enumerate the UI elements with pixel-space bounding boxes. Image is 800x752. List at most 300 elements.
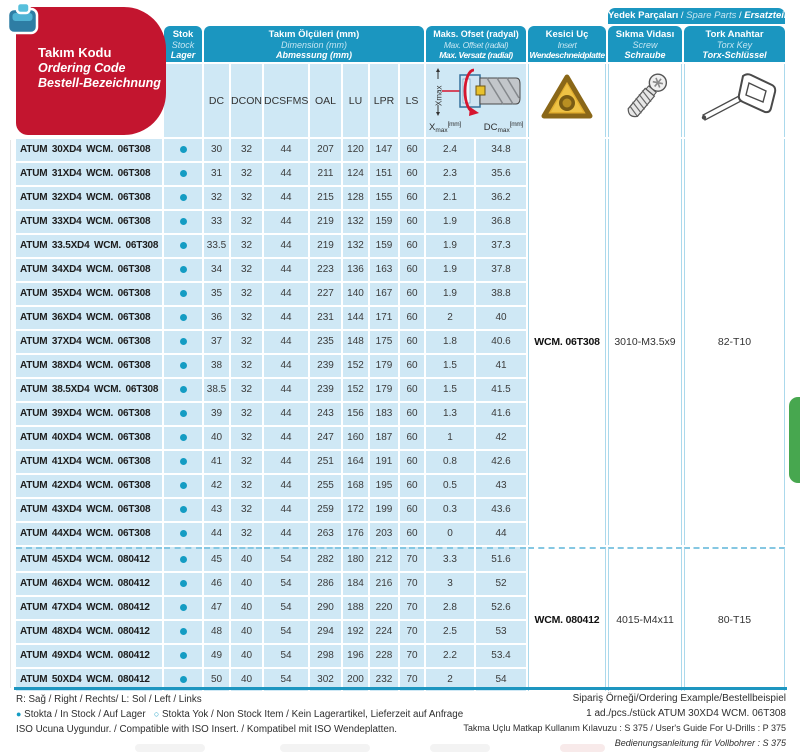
dim-value-cell: 2.5 xyxy=(426,621,474,643)
dim-value-cell: 50 xyxy=(204,669,229,691)
stock-cell xyxy=(164,379,202,401)
dim-value-cell: 1.3 xyxy=(426,403,474,425)
insert-image-cell xyxy=(528,64,606,137)
torx-header: Tork Anahtar Torx Key Torx-Schlüssel xyxy=(684,26,785,62)
dim-value-cell: 243 xyxy=(310,403,341,425)
dim-value-cell: 136 xyxy=(343,259,368,281)
dim-value-cell: 35.6 xyxy=(476,163,526,185)
dim-value-cell: 140 xyxy=(343,283,368,305)
stock-cell xyxy=(164,547,202,571)
dim-value-cell: 239 xyxy=(310,355,341,377)
screw-icon xyxy=(614,69,676,127)
spare-parts-label-de: Ersatzteile xyxy=(744,10,792,21)
dim-value-cell: 44 xyxy=(264,187,308,209)
dim-value-cell: 0.8 xyxy=(426,451,474,473)
col-dcsfms: DCSFMS xyxy=(264,64,308,137)
dim-value-cell: 38.5 xyxy=(204,379,229,401)
dim-value-cell: 212 xyxy=(370,547,398,571)
tool-code-cell: ATUM 39XD4 WCM. 06T308 xyxy=(16,403,162,425)
ordering-code-title-tr: Takım Kodu xyxy=(38,45,112,60)
dim-value-cell: 70 xyxy=(400,573,424,595)
dim-value-cell: 219 xyxy=(310,235,341,257)
in-stock-dot xyxy=(180,652,187,659)
spare-parts-header: Yedek Parçaları / Spare Parts / Ersatzteile xyxy=(608,8,785,24)
dim-value-cell: 32 xyxy=(231,187,262,209)
dim-value-cell: 60 xyxy=(400,451,424,473)
dim-value-cell: 44 xyxy=(264,523,308,545)
dim-value-cell: 132 xyxy=(343,211,368,233)
tool-code-cell: ATUM 33XD4 WCM. 06T308 xyxy=(16,211,162,233)
col-lpr: LPR xyxy=(370,64,398,137)
tool-code-cell: ATUM 33.5XD4 WCM. 06T308 xyxy=(16,235,162,257)
dim-value-cell: 219 xyxy=(310,211,341,233)
in-stock-dot xyxy=(180,410,187,417)
dim-value-cell: 175 xyxy=(370,331,398,353)
dim-value-cell: 151 xyxy=(370,163,398,185)
dim-value-cell: 54 xyxy=(264,645,308,667)
in-stock-dot xyxy=(180,434,187,441)
dim-value-cell: 32 xyxy=(231,499,262,521)
dim-value-cell: 239 xyxy=(310,379,341,401)
dim-value-cell: 42 xyxy=(476,427,526,449)
dim-value-cell: 41 xyxy=(204,451,229,473)
in-stock-dot xyxy=(180,580,187,587)
in-stock-dot xyxy=(180,314,187,321)
insert-trigon-icon xyxy=(540,73,594,123)
ordering-example-value: 1 ad./pcs./stück ATUM 30XD4 WCM. 06T308 xyxy=(586,707,786,719)
tool-code-cell: ATUM 45XD4 WCM. 080412 xyxy=(16,547,162,571)
insert-code-cell: WCM. 080412 xyxy=(528,547,606,691)
dim-value-cell: 38 xyxy=(204,355,229,377)
screw-header: Sıkma Vidası Screw Schraube xyxy=(608,26,682,62)
dim-value-cell: 60 xyxy=(400,403,424,425)
rotation-diagram-icon xyxy=(429,66,523,116)
dim-value-cell: 160 xyxy=(343,427,368,449)
stock-cell xyxy=(164,235,202,257)
dim-value-cell: 1 xyxy=(426,427,474,449)
dim-value-cell: 32 xyxy=(231,283,262,305)
dim-value-cell: 60 xyxy=(400,163,424,185)
dim-value-cell: 33.5 xyxy=(204,235,229,257)
dim-value-cell: 53 xyxy=(476,621,526,643)
dim-value-cell: 54 xyxy=(264,621,308,643)
stock-cell xyxy=(164,139,202,161)
stock-cell xyxy=(164,621,202,643)
dim-value-cell: 54 xyxy=(264,669,308,691)
tool-code-cell: ATUM 41XD4 WCM. 06T308 xyxy=(16,451,162,473)
dim-value-cell: 232 xyxy=(370,669,398,691)
dim-value-cell: 54 xyxy=(264,597,308,619)
dim-value-cell: 32 xyxy=(231,451,262,473)
dim-value-cell: 1.9 xyxy=(426,259,474,281)
page-side-tab xyxy=(789,397,800,483)
dim-value-cell: 192 xyxy=(343,621,368,643)
dim-value-cell: 36.8 xyxy=(476,211,526,233)
dim-value-cell: 47 xyxy=(204,597,229,619)
dim-value-cell: 52.6 xyxy=(476,597,526,619)
footer-ordering-example xyxy=(463,692,786,750)
dim-value-cell: 1.8 xyxy=(426,331,474,353)
stock-cell xyxy=(164,259,202,281)
tool-code-cell: ATUM 34XD4 WCM. 06T308 xyxy=(16,259,162,281)
in-stock-dot: ● xyxy=(16,709,22,719)
tool-code-cell: ATUM 48XD4 WCM. 080412 xyxy=(16,621,162,643)
dim-value-cell: 167 xyxy=(370,283,398,305)
col-oal: OAL xyxy=(310,64,341,137)
dim-value-cell: 40.6 xyxy=(476,331,526,353)
dim-value-cell: 31 xyxy=(204,163,229,185)
dim-value-cell: 152 xyxy=(343,355,368,377)
table-row xyxy=(16,139,785,161)
dim-value-cell: 30 xyxy=(204,139,229,161)
dim-value-cell: 32 xyxy=(231,475,262,497)
dim-value-cell: 44 xyxy=(264,283,308,305)
stock-cell xyxy=(164,355,202,377)
dim-value-cell: 60 xyxy=(400,427,424,449)
stock-cell xyxy=(164,573,202,595)
dim-value-cell: 43.6 xyxy=(476,499,526,521)
dim-value-cell: 42 xyxy=(204,475,229,497)
dim-value-cell: 220 xyxy=(370,597,398,619)
dim-value-cell: 39 xyxy=(204,403,229,425)
tool-code-cell: ATUM 38.5XD4 WCM. 06T308 xyxy=(16,379,162,401)
dim-value-cell: 235 xyxy=(310,331,341,353)
offset-diagram-cell xyxy=(426,64,526,137)
in-stock-dot xyxy=(180,146,187,153)
dim-value-cell: 147 xyxy=(370,139,398,161)
dim-value-cell: 200 xyxy=(343,669,368,691)
spare-parts-label-en: Spare Parts xyxy=(686,10,737,21)
dim-value-cell: 255 xyxy=(310,475,341,497)
dim-value-cell: 183 xyxy=(370,403,398,425)
dim-value-cell: 60 xyxy=(400,283,424,305)
dim-value-cell: 32 xyxy=(231,259,262,281)
stock-cell xyxy=(164,307,202,329)
dim-value-cell: 1.5 xyxy=(426,355,474,377)
page-cutoff-artifact xyxy=(560,744,605,752)
dim-value-cell: 44 xyxy=(264,355,308,377)
tool-code-cell: ATUM 36XD4 WCM. 06T308 xyxy=(16,307,162,329)
legend-iso: ISO Ucuna Uygundur. / Compatible with ISO Insert. / Kompatibel mit ISO Wendeplatten. xyxy=(16,724,397,735)
dim-value-cell: 195 xyxy=(370,475,398,497)
stock-cell xyxy=(164,499,202,521)
insert-code-cell: WCM. 06T308 xyxy=(528,139,606,545)
dim-value-cell: 40 xyxy=(231,573,262,595)
dim-value-cell: 60 xyxy=(400,523,424,545)
dim-value-cell: 180 xyxy=(343,547,368,571)
dim-value-cell: 44 xyxy=(264,451,308,473)
dim-value-cell: 54 xyxy=(264,573,308,595)
dim-value-cell: 54 xyxy=(264,547,308,571)
dim-value-cell: 40 xyxy=(231,669,262,691)
dim-value-cell: 0 xyxy=(426,523,474,545)
dim-value-cell: 70 xyxy=(400,547,424,571)
dim-value-cell: 2 xyxy=(426,669,474,691)
in-stock-dot xyxy=(180,628,187,635)
dim-value-cell: 32 xyxy=(231,523,262,545)
dim-value-cell: 32 xyxy=(231,355,262,377)
dim-value-cell: 199 xyxy=(370,499,398,521)
dim-value-cell: 44 xyxy=(264,163,308,185)
ordering-code-title-de: Bestell-Bezeichnung xyxy=(38,76,161,90)
in-stock-dot xyxy=(180,218,187,225)
dim-value-cell: 259 xyxy=(310,499,341,521)
dim-value-cell: 70 xyxy=(400,621,424,643)
dim-value-cell: 45 xyxy=(204,547,229,571)
dim-value-cell: 159 xyxy=(370,235,398,257)
in-stock-dot xyxy=(180,242,187,249)
clipboard-icon xyxy=(5,1,41,40)
dim-value-cell: 251 xyxy=(310,451,341,473)
tool-code-cell: ATUM 47XD4 WCM. 080412 xyxy=(16,597,162,619)
dim-value-cell: 227 xyxy=(310,283,341,305)
dim-value-cell: 211 xyxy=(310,163,341,185)
dim-value-cell: 163 xyxy=(370,259,398,281)
dim-value-cell: 40 xyxy=(231,645,262,667)
stock-cell xyxy=(164,403,202,425)
in-stock-dot xyxy=(180,338,187,345)
dim-value-cell: 40 xyxy=(476,307,526,329)
tool-code-cell: ATUM 38XD4 WCM. 06T308 xyxy=(16,355,162,377)
dimensions-header: Takım Ölçüleri (mm) Dimension (mm) Abmessung (mm) xyxy=(204,26,424,62)
dim-value-cell: 44 xyxy=(264,211,308,233)
dim-value-cell: 40 xyxy=(204,427,229,449)
dim-value-cell: 60 xyxy=(400,307,424,329)
tool-code-cell: ATUM 43XD4 WCM. 06T308 xyxy=(16,499,162,521)
dim-value-cell: 44 xyxy=(476,523,526,545)
dim-value-cell: 53.4 xyxy=(476,645,526,667)
dim-value-cell: 152 xyxy=(343,379,368,401)
stock-cell xyxy=(164,523,202,545)
dim-value-cell: 43 xyxy=(476,475,526,497)
dim-value-cell: 159 xyxy=(370,211,398,233)
screw-code-cell: 3010-M3.5x9 xyxy=(608,139,682,545)
dim-value-cell: 41.5 xyxy=(476,379,526,401)
non-stock-dot: ○ xyxy=(153,709,160,719)
dim-value-cell: 43 xyxy=(204,499,229,521)
dim-value-cell: 294 xyxy=(310,621,341,643)
dim-value-cell: 120 xyxy=(343,139,368,161)
tool-code-cell: ATUM 46XD4 WCM. 080412 xyxy=(16,573,162,595)
dim-value-cell: 44 xyxy=(264,259,308,281)
dim-value-cell: 40 xyxy=(231,547,262,571)
dim-value-cell: 40 xyxy=(231,621,262,643)
dim-value-cell: 32 xyxy=(231,163,262,185)
screw-image-cell xyxy=(608,64,682,137)
dim-value-cell: 2.4 xyxy=(426,139,474,161)
dim-value-cell: 60 xyxy=(400,187,424,209)
in-stock-dot xyxy=(180,530,187,537)
stock-cell xyxy=(164,451,202,473)
tool-code-cell: ATUM 30XD4 WCM. 06T308 xyxy=(16,139,162,161)
torx-code-cell: 80-T15 xyxy=(684,547,785,691)
dim-value-cell: 40 xyxy=(231,597,262,619)
dim-value-cell: 44 xyxy=(264,499,308,521)
dim-value-cell: 41 xyxy=(476,355,526,377)
dim-value-cell: 0.3 xyxy=(426,499,474,521)
dim-value-cell: 36.2 xyxy=(476,187,526,209)
dim-value-cell: 35 xyxy=(204,283,229,305)
in-stock-dot xyxy=(180,194,187,201)
dim-value-cell: 32 xyxy=(231,379,262,401)
in-stock-dot xyxy=(180,506,187,513)
dim-value-cell: 191 xyxy=(370,451,398,473)
dim-value-cell: 228 xyxy=(370,645,398,667)
dim-value-cell: 51.6 xyxy=(476,547,526,571)
in-stock-dot xyxy=(180,482,187,489)
dim-value-cell: 37 xyxy=(204,331,229,353)
dim-value-cell: 44 xyxy=(204,523,229,545)
page-edge-line xyxy=(10,140,11,688)
dim-value-cell: 44 xyxy=(264,139,308,161)
dim-value-cell: 44 xyxy=(264,331,308,353)
dim-value-cell: 1.9 xyxy=(426,211,474,233)
tool-code-cell: ATUM 32XD4 WCM. 06T308 xyxy=(16,187,162,209)
dim-value-cell: 70 xyxy=(400,669,424,691)
users-guide-note: Takma Uçlu Matkap Kullanım Kılavuzu : S 375 / User's Guide For U-Drills : P 375 xyxy=(463,723,786,733)
tool-code-cell: ATUM 49XD4 WCM. 080412 xyxy=(16,645,162,667)
tool-code-cell: ATUM 44XD4 WCM. 06T308 xyxy=(16,523,162,545)
dim-value-cell: 155 xyxy=(370,187,398,209)
dim-value-cell: 60 xyxy=(400,355,424,377)
dim-value-cell: 224 xyxy=(370,621,398,643)
tool-code-cell: ATUM 37XD4 WCM. 06T308 xyxy=(16,331,162,353)
in-stock-dot xyxy=(180,458,187,465)
screw-code-cell: 4015-M4x11 xyxy=(608,547,682,691)
dim-value-cell: 2.2 xyxy=(426,645,474,667)
tool-code-cell: ATUM 40XD4 WCM. 06T308 xyxy=(16,427,162,449)
dim-value-cell: 44 xyxy=(264,475,308,497)
dim-value-cell: 0.5 xyxy=(426,475,474,497)
dim-value-cell: 60 xyxy=(400,235,424,257)
table-bottom-rule xyxy=(14,687,787,690)
dim-value-cell: 37.3 xyxy=(476,235,526,257)
dim-value-cell: 70 xyxy=(400,597,424,619)
stock-cell xyxy=(164,163,202,185)
stock-cell xyxy=(164,597,202,619)
dim-value-cell: 49 xyxy=(204,645,229,667)
dim-value-cell: 60 xyxy=(400,331,424,353)
in-stock-dot xyxy=(180,604,187,611)
tool-code-cell: ATUM 42XD4 WCM. 06T308 xyxy=(16,475,162,497)
dim-value-cell: 60 xyxy=(400,211,424,233)
dim-value-cell: 124 xyxy=(343,163,368,185)
dim-value-cell: 1.5 xyxy=(426,379,474,401)
in-stock-dot xyxy=(180,290,187,297)
dim-value-cell: 32 xyxy=(231,235,262,257)
ordering-example-title: Sipariş Örneği/Ordering Example/Bestellbeispiel xyxy=(572,693,786,704)
dim-value-cell: 179 xyxy=(370,379,398,401)
page-cutoff-artifact xyxy=(280,744,370,752)
dim-value-cell: 33 xyxy=(204,211,229,233)
dim-value-cell: 282 xyxy=(310,547,341,571)
torx-code-cell: 82-T10 xyxy=(684,139,785,545)
torx-key-image-cell xyxy=(684,64,785,137)
page-cutoff-artifact xyxy=(135,744,205,752)
dim-value-cell: 247 xyxy=(310,427,341,449)
rows-body xyxy=(16,139,785,691)
dim-value-cell: 168 xyxy=(343,475,368,497)
stock-subcell xyxy=(164,64,202,137)
stock-cell xyxy=(164,645,202,667)
dim-value-cell: 41.6 xyxy=(476,403,526,425)
dim-value-cell: 60 xyxy=(400,379,424,401)
dim-value-cell: 1.9 xyxy=(426,283,474,305)
stock-cell xyxy=(164,211,202,233)
col-ls: LS xyxy=(400,64,424,137)
dcmax-column-label: $DC_{max}[mm]$ xyxy=(483,121,523,134)
xmax-column-label: $X_{max}[mm]$ xyxy=(429,121,461,134)
dim-value-cell: 37.8 xyxy=(476,259,526,281)
torx-key-icon xyxy=(691,69,779,127)
svg-text:Xmax: Xmax xyxy=(434,85,444,106)
in-stock-dot xyxy=(180,386,187,393)
in-stock-dot xyxy=(180,556,187,563)
dim-value-cell: 70 xyxy=(400,645,424,667)
dim-value-cell: 171 xyxy=(370,307,398,329)
dim-value-cell: 215 xyxy=(310,187,341,209)
dim-value-cell: 2.1 xyxy=(426,187,474,209)
dim-value-cell: 32 xyxy=(231,211,262,233)
dim-value-cell: 34.8 xyxy=(476,139,526,161)
dim-value-cell: 2.3 xyxy=(426,163,474,185)
dim-value-cell: 44 xyxy=(264,379,308,401)
dim-value-cell: 36 xyxy=(204,307,229,329)
dim-value-cell: 207 xyxy=(310,139,341,161)
in-stock-dot xyxy=(180,266,187,273)
ordering-code-title-en: Ordering Code xyxy=(38,61,126,75)
footer-legend xyxy=(16,692,463,737)
dim-value-cell: 203 xyxy=(370,523,398,545)
stock-cell xyxy=(164,331,202,353)
page-cutoff-artifact xyxy=(430,744,490,752)
dim-value-cell: 132 xyxy=(343,235,368,257)
in-stock-dot xyxy=(180,170,187,177)
dim-value-cell: 286 xyxy=(310,573,341,595)
col-dcon: DCON xyxy=(231,64,262,137)
dim-value-cell: 46 xyxy=(204,573,229,595)
dim-value-cell: 290 xyxy=(310,597,341,619)
legend-right-left: R: Sağ / Right / Rechts/ L: Sol / Left / Links xyxy=(16,694,202,705)
dim-value-cell: 42.6 xyxy=(476,451,526,473)
col-lu: LU xyxy=(343,64,368,137)
dim-value-cell: 263 xyxy=(310,523,341,545)
stock-cell xyxy=(164,187,202,209)
dim-value-cell: 32 xyxy=(231,427,262,449)
dim-value-cell: 2 xyxy=(426,307,474,329)
dim-value-cell: 196 xyxy=(343,645,368,667)
dim-value-cell: 3 xyxy=(426,573,474,595)
dim-value-cell: 60 xyxy=(400,259,424,281)
stock-cell xyxy=(164,475,202,497)
insert-header: Kesici Uç Insert Wendeschneidplatte xyxy=(528,26,606,62)
tool-code-cell: ATUM 35XD4 WCM. 06T308 xyxy=(16,283,162,305)
dim-value-cell: 298 xyxy=(310,645,341,667)
dim-value-cell: 32 xyxy=(231,139,262,161)
dim-value-cell: 60 xyxy=(400,139,424,161)
dim-value-cell: 172 xyxy=(343,499,368,521)
in-stock-dot xyxy=(180,362,187,369)
dim-value-cell: 38.8 xyxy=(476,283,526,305)
max-offset-header: Maks. Ofset (radyal) Max. Offset (radial) Max. Versatz (radial) xyxy=(426,26,526,62)
dim-value-cell: 2.8 xyxy=(426,597,474,619)
dim-value-cell: 188 xyxy=(343,597,368,619)
dim-value-cell: 44 xyxy=(264,235,308,257)
dim-value-cell: 148 xyxy=(343,331,368,353)
in-stock-dot xyxy=(180,676,187,683)
dim-value-cell: 52 xyxy=(476,573,526,595)
dim-value-cell: 48 xyxy=(204,621,229,643)
